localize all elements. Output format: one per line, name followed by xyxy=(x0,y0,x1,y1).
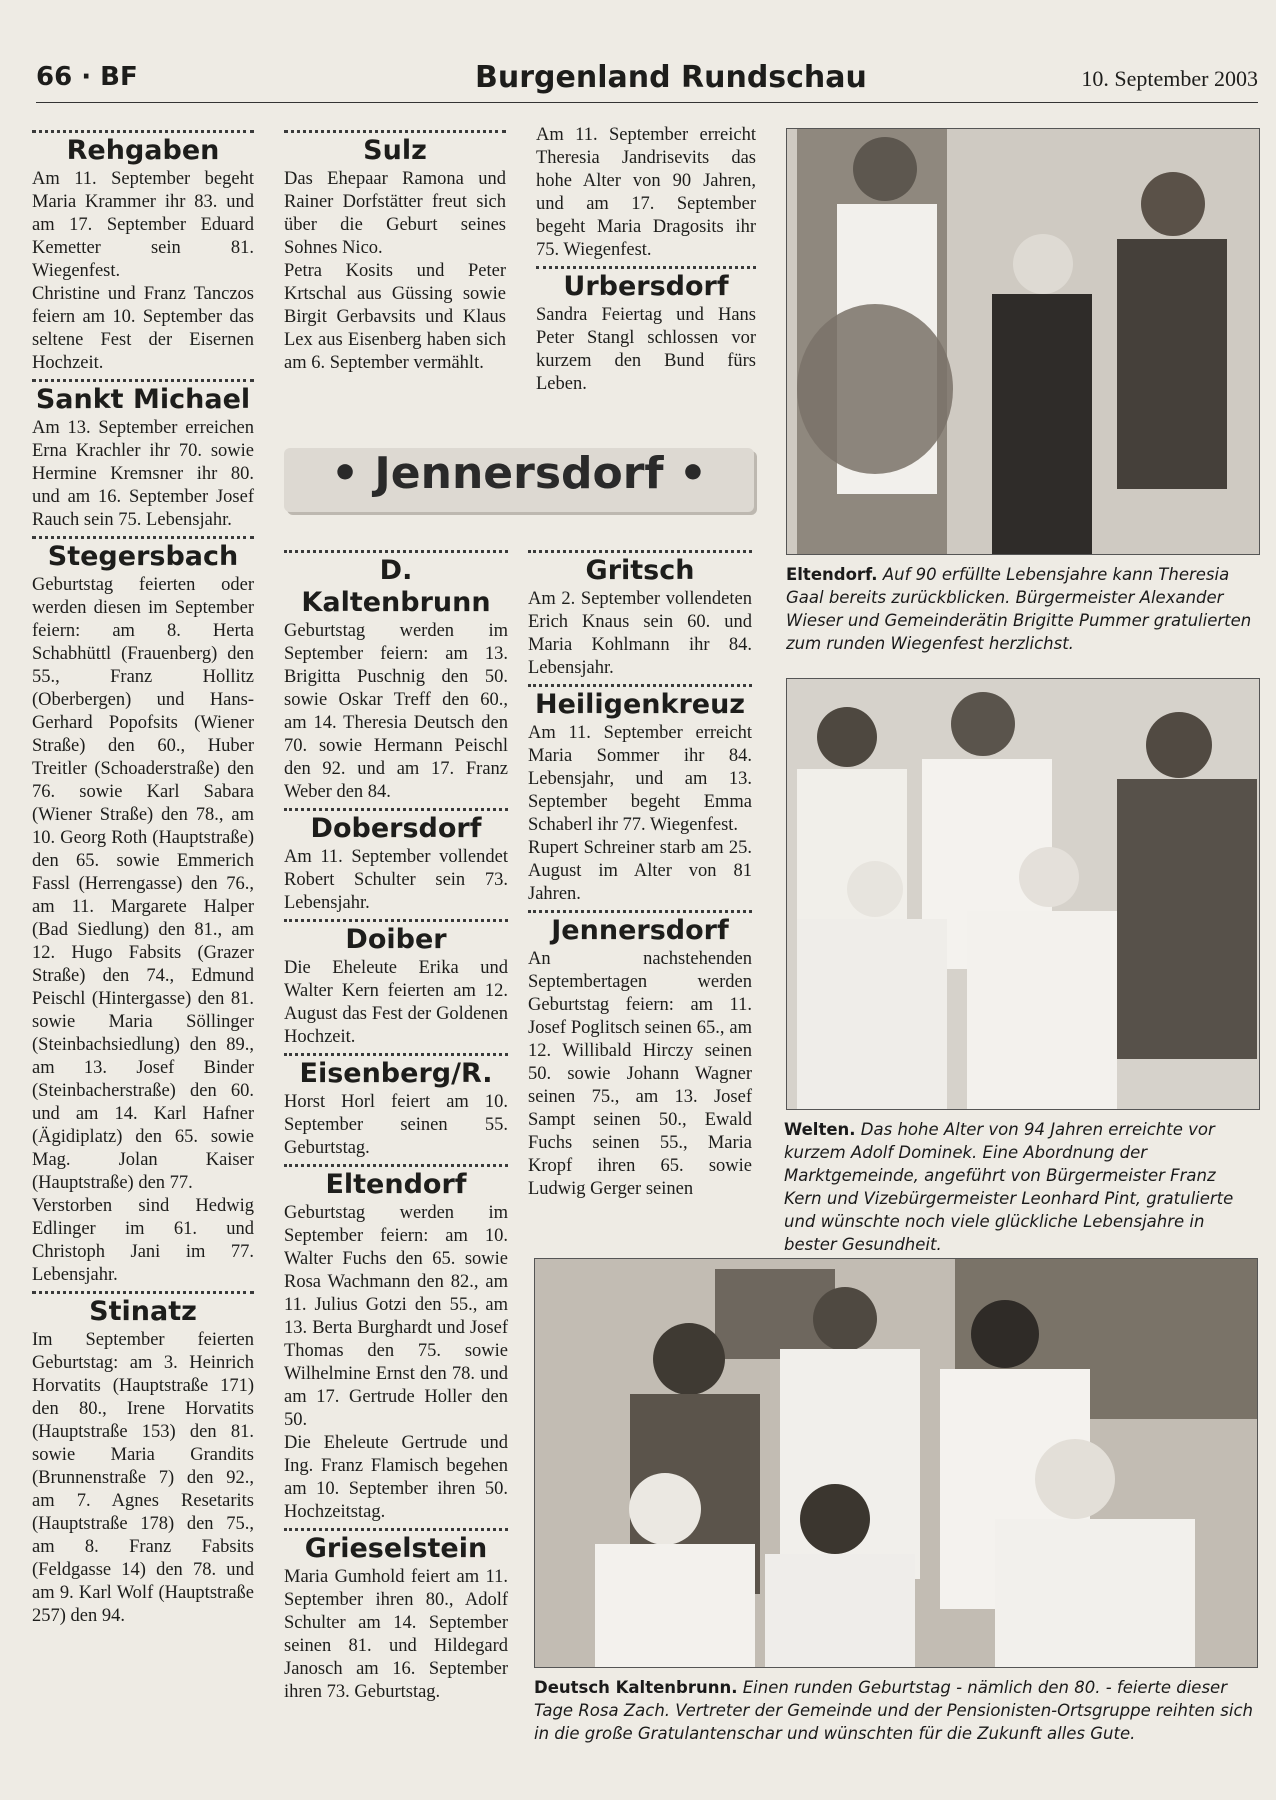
article-text: Rupert Schreiner starb am 25. August im Alter von 81 Jahren. xyxy=(528,838,752,904)
article-text: Am 11. September erreicht Maria Sommer ihr 84. Lebensjahr, und am 13. September begeht Emma Schaberl ihr 77. Wiegenfest. xyxy=(528,723,752,835)
section-grieselstein xyxy=(284,1528,508,1704)
section-title: Sulz xyxy=(363,135,427,166)
newspaper-title: Burgenland Rundschau xyxy=(475,60,867,95)
article-text: Am 11. September erreicht Theresia Jandrisevits das hohe Alter von 90 Jahren, und am 17. September begeht Maria Dragosits ihr 75. Wiegenfest. xyxy=(536,125,756,260)
article-text: Sandra Feiertag und Hans Peter Stangl schlossen vor kurzem den Bund fürs Leben. xyxy=(536,305,756,394)
section-title: Stinatz xyxy=(89,1296,197,1327)
column-1 xyxy=(32,130,254,1632)
section-eltendorf xyxy=(284,1164,508,1524)
article-text: Im September feierten Geburtstag: am 3. Heinrich Horvatits (Hauptstraße 171) den 80., Irene Horvatits (Hauptstraße 153) den 81. sowie Maria Grandits (Brunnenstraße 7) den 92., am 7. Agnes Resetarits (Hauptstraße 178) den 75., am 8. Franz Fabsits (Feldgasse 14) den 78. und am 9. Karl Wolf (Hauptstraße 257) den 94. xyxy=(32,1330,254,1626)
photo-eltendorf xyxy=(786,128,1260,555)
article-text: Petra Kosits und Peter Krtschal aus Güssing sowie Birgit Gerbavsits und Klaus Lex aus Eisenberg haben sich am 6. September vermählt. xyxy=(284,261,506,373)
section-title: Eisenberg/R. xyxy=(299,1058,493,1089)
divider xyxy=(32,130,254,133)
article-text: Maria Gumhold feiert am 11. September ihren 80., Adolf Schulter am 14. September seinen 81. und Hildegard Janosch am 16. September ihren 73. Geburtstag. xyxy=(284,1567,508,1702)
caption-eltendorf xyxy=(786,563,1260,655)
article-text: Am 2. September vollendeten Erich Knaus sein 60. und Maria Kohlmann ihr 84. Lebensjahr. xyxy=(528,589,752,678)
divider xyxy=(284,130,506,133)
article-text: An nachstehenden Septembertagen werden Geburtstag feiern: am 11. Josef Poglitsch seinen 65., am 12. Willibald Hirczy seinen 50. sowie Johann Wagner seinen 75., am 13. Josef Sampt seinen 50., Ewald Fuchs seinen 55., Maria Kropf ihren 65. sowie Ludwig Gerger seinen xyxy=(528,949,752,1199)
caption-welten xyxy=(784,1118,1258,1256)
divider xyxy=(284,919,508,922)
section-stegersbach xyxy=(32,536,254,1287)
caption-lead: Deutsch Kaltenbrunn. xyxy=(534,1678,738,1697)
caption-text: Das hohe Alter von 94 Jahren erreichte vor kurzem Adolf Dominek. Eine Abordnung der Marktgemeinde, angeführt von Bürgermeister Franz Kern und Vizebürgermeister Leonhard Pint, gratulierte und wünschte noch viele glückliche Lebensjahre in bester Gesundheit. xyxy=(784,1120,1234,1254)
divider xyxy=(284,550,508,553)
caption-text: Auf 90 erfüllte Lebensjahre kann Theresia Gaal bereits zurückblicken. Bürgermeister Alexander Wieser und Gemeinderätin Brigitte Pummer gratulierten zum runden Wiegenfest herzlichst. xyxy=(786,565,1252,653)
article-text: Christine und Franz Tanczos feiern am 10. September das seltene Fest der Eisernen Hochzeit. xyxy=(32,284,254,373)
column-3-top xyxy=(536,124,756,400)
section-title: Heiligenkreuz xyxy=(534,689,746,720)
section-gritsch xyxy=(528,550,752,680)
section-title: Rehgaben xyxy=(66,135,220,166)
divider xyxy=(32,536,254,539)
caption-lead: Eltendorf. xyxy=(786,565,878,584)
article-text: Verstorben sind Hedwig Edlinger im 61. und Christoph Jani im 77. Lebensjahr. xyxy=(32,1196,254,1285)
divider xyxy=(284,1164,508,1167)
divider xyxy=(536,266,756,269)
divider xyxy=(528,684,752,687)
section-dobersdorf xyxy=(284,808,508,915)
section-jennersdorf xyxy=(528,910,752,1201)
section-rehgaben xyxy=(32,130,254,375)
article-text: Geburtstag werden im September feiern: am 13. Brigitta Puschnig den 50. sowie Oskar Treff den 60., am 14. Theresia Deutsch den 70. sowie Hermann Peischl den 92. und am 17. Franz Weber den 84. xyxy=(284,621,508,802)
caption-deutsch-kaltenbrunn xyxy=(534,1676,1256,1745)
caption-text: Einen runden Geburtstag - nämlich den 80. - feierte dieser Tage Rosa Zach. Vertreter der Gemeinde und der Pensionisten-Ortsgruppe reihten sich in die große Gratulantenschar und wünschten für die Zukunft alles Gute. xyxy=(534,1678,1254,1743)
article-text: Geburtstag werden im September feiern: am 10. Walter Fuchs den 65. sowie Rosa Wachmann den 82., am 11. Julius Gotzi den 55., am 13. Berta Burghardt und Josef Thomas den 75. sowie Wilhelmine Ernst den 78. und am 17. Gertrude Holler den 50. xyxy=(284,1203,508,1430)
page-number: 66 · BF xyxy=(36,62,138,92)
divider xyxy=(528,550,752,553)
section-sulz xyxy=(284,130,506,375)
photo-deutsch-kaltenbrunn xyxy=(534,1258,1258,1668)
section-heiligenkreuz xyxy=(528,684,752,906)
section-title: Grieselstein xyxy=(304,1533,488,1564)
divider xyxy=(284,808,508,811)
article-text: Geburtstag feierten oder werden diesen im September feiern: am 8. Herta Schabhüttl (Frauenberg) den 55., Franz Hollitz (Oberbergen) und Hans-Gerhard Popofsits (Wiener Straße) den 60., Huber Treitler (Schoaderstraße) den 76. sowie Karl Sabara (Wiener Straße) den 78., am 10. Georg Roth (Hauptstraße) den 65. sowie Emmerich Fassl (Herrengasse) den 76., am 11. Margarete Halper (Bad Siedlung) den 81., am 12. Hugo Fabsits (Grazer Straße) den 74., Edmund Peischl (Hintergasse) den 81. sowie Maria Söllinger (Steinbachsiedlung) den 89., am 13. Josef Binder (Steinbacherstraße) den 60. und am 14. Karl Hafner (Ägidiplatz) den 65. sowie Mag. Jolan Kaiser (Hauptstraße) den 77. xyxy=(32,575,254,1193)
section-title: Doiber xyxy=(345,924,447,955)
photo-welten xyxy=(786,678,1260,1110)
article-text: Das Ehepaar Ramona und Rainer Dorfstätter freut sich über die Geburt seines Sohnes Nico. xyxy=(284,169,506,258)
section-doiber xyxy=(284,919,508,1049)
divider xyxy=(284,1053,508,1056)
section-title: Sankt Michael xyxy=(35,384,251,415)
section-title: Eltendorf xyxy=(325,1169,467,1200)
section-title: Dobersdorf xyxy=(310,813,482,844)
section-title: Gritsch xyxy=(585,555,695,586)
section-stinatz xyxy=(32,1291,254,1628)
column-3-bottom xyxy=(528,550,752,1205)
jennersdorf-banner: • Jennersdorf • xyxy=(284,448,754,512)
section-d-kaltenbrunn xyxy=(284,550,508,804)
issue-date: 10. September 2003 xyxy=(1081,66,1258,91)
divider xyxy=(528,910,752,913)
divider xyxy=(284,1528,508,1531)
column-2-bottom xyxy=(284,550,508,1708)
caption-lead: Welten. xyxy=(784,1120,856,1139)
divider xyxy=(32,1291,254,1294)
section-urbersdorf xyxy=(536,266,756,396)
section-eisenberg xyxy=(284,1053,508,1160)
column-2-top xyxy=(284,130,506,379)
article-text: Die Eheleute Gertrude und Ing. Franz Flamisch begehen am 10. September ihren 50. Hochzeitstag. xyxy=(284,1433,508,1522)
article-text: Am 11. September vollendet Robert Schulter sein 73. Lebensjahr. xyxy=(284,847,508,913)
divider xyxy=(32,379,254,382)
section-sankt-michael xyxy=(32,379,254,532)
section-title: Urbersdorf xyxy=(563,271,729,302)
section-title: D. Kaltenbrunn xyxy=(301,555,491,618)
article-text: Die Eheleute Erika und Walter Kern feierten am 12. August das Fest der Goldenen Hochzeit. xyxy=(284,958,508,1047)
article-text: Am 13. September erreichen Erna Krachler ihr 70. sowie Hermine Kremsner ihr 80. und am 16. September Josef Rauch sein 75. Lebensjahr. xyxy=(32,418,254,530)
article-text: Horst Horl feiert am 10. September seinen 55. Geburtstag. xyxy=(284,1092,508,1158)
section-title: Jennersdorf xyxy=(551,915,729,946)
section-title: Stegersbach xyxy=(47,541,239,572)
article-text: Am 11. September begeht Maria Krammer ihr 83. und am 17. September Eduard Kemetter sein 81. Wiegenfest. xyxy=(32,169,254,281)
page-header xyxy=(36,58,1258,103)
